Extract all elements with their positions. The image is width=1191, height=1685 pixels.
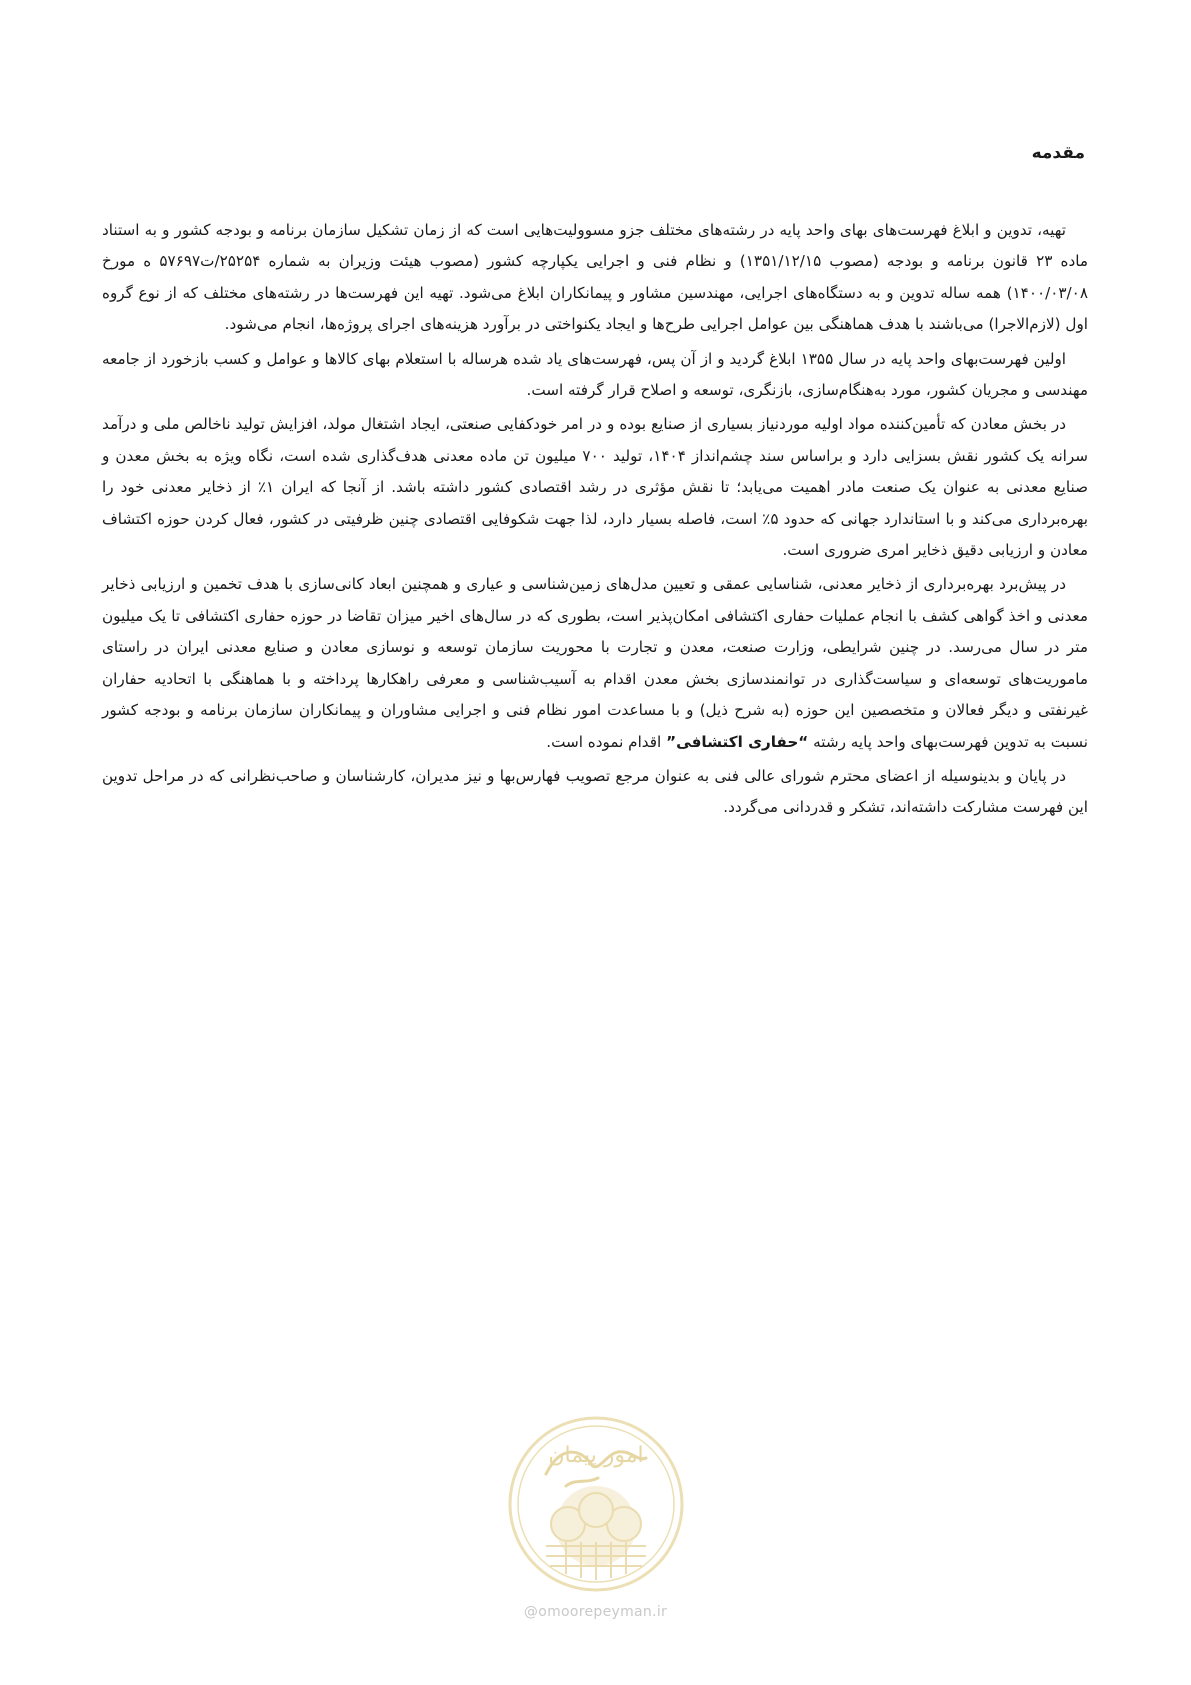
paragraph-mining-sector-text: در بخش معادن که تأمین‌کننده مواد اولیه موردنیاز بسیاری از صنایع بوده و در امر خودکفایی صنعتی، ایجاد اشتغال مولد، افزایش تولید ناخالص ملی و درآمد سرانه یک کشور نقش بسزایی دارد و براساس سند چشم‌انداز ۱۴۰۴، تولید ۷۰۰ میلیون تن ماده معدنی هدف‌گذاری شده است، نگاه ویژه به بخش معدن و صنایع معدنی به عنوان یک صنعت مادر اهمیت می‌یابد؛ تا نقش مؤثری در رشد اقتصادی کشور داشته باشد. از آنجا که ایران ۱٪ از ذخایر معدنی خود را بهره‌برداری می‌کند و با استاندارد جهانی که حدود ۵٪ است، فاصله بسیار دارد، لذا جهت شکوفایی اقتصادی چنین ظرفیتی در کشور، فعال کردن حوزه اکتشاف معادن و ارزیابی دقیق ذخایر امری ضروری است. (102, 415, 1089, 560)
document-body (102, 215, 1088, 824)
paragraph-mining-sector (102, 409, 1088, 566)
page-heading: مقدمه (1031, 143, 1085, 163)
paragraph-history (102, 344, 1088, 407)
paragraph-acknowledgement-text: در پایان و بدینوسیله از اعضای محترم شورای عالی فنی به عنوان مرجع تصویب فهارس‌بها و نیز مدیران، کارشناسان و صاحب‌نظرانی که در مراحل تدوین این فهرست مشارکت داشته‌اند، تشکر و قدردانی می‌گردد. (102, 766, 1088, 817)
paragraph-history-text: اولین فهرست‌بهای واحد پایه در سال ۱۳۵۵ ابلاغ گردید و از آن پس، فهرست‌های یاد شده هرساله با استعلام بهای کالاها و عوامل و کسب بازخورد از جامعه مهندسی و مجریان کشور، مورد به‌هنگام‌سازی، بازنگری، توسعه و اصلاح قرار گرفته است. (102, 349, 1088, 400)
paragraph-exploration (102, 569, 1088, 757)
exploratory-drilling-emphasis: “حفاری اکتشافی” (666, 732, 809, 751)
watermark-website: @omoorepeyman.ir (523, 1604, 668, 1620)
watermark-logo-icon (506, 1414, 686, 1594)
paragraph-intro-text: تهیه، تدوین و ابلاغ فهرست‌های بهای واحد پایه در رشته‌های مختلف جزو مسوولیت‌هایی است که از زمان تشکیل سازمان برنامه و بودجه کشور و به استناد ماده ۲۳ قانون برنامه و بودجه (مصوب ۱۳۵۱/۱۲/۱۵) و نظام فنی و اجرایی یکپارچه کشور (مصوب هیئت وزیران به شماره ۲۵۲۵۴/ت۵۷۶۹۷ ه مورخ ۱۴۰۰/۰۳/۰۸) همه ساله تدوین و به دستگاه‌های اجرایی، مهندسین مشاور و پیمانکاران ابلاغ می‌شود. تهیه این فهرست‌ها در رشته‌های مختلف که از نوع گروه اول (لازم‌الاجرا) می‌باشند با هدف هماهنگی بین عوامل اجرایی طرح‌ها و ایجاد یکنواختی در برآورد هزینه‌های اجرای پروژه‌ها، انجام می‌شود. (102, 221, 1089, 334)
paragraph-exploration-text: در پیش‌برد بهره‌برداری از ذخایر معدنی، شناسایی عمقی و تعیین مدل‌های زمین‌شناسی و عیاری و همچنین ابعاد کانی‌سازی با هدف تخمین و ارزیابی ذخایر معدنی و اخذ گواهی کشف با انجام عملیات حفاری اکتشافی امکان‌پذیر است، بطوری که در سال‌های اخیر میزان تقاضا در حوزه حفاری اکتشافی تا یک میلیون متر در سال می‌رسد. در چنین شرایطی، وزارت صنعت، معدن و تجارت با محوریت سازمان توسعه و نوسازی معادن و صنایع معدنی ایران در راستای ماموریت‌های توسعه‌ای و سیاست‌گذاری در توانمندسازی بخش معدن اقدام به آسیب‌شناسی و معرفی راهکارها پرداخته و با هماهنگی با اتحادیه حفاران غیرنفتی و دیگر فعالان و متخصصین این حوزه (به شرح ذیل) و با مساعدت امور نظام فنی و اجرایی مشاوران و پیمانکاران سازمان برنامه و بودجه کشور نسبت به تدوین فهرست‌بهای واحد پایه رشته (102, 575, 1088, 751)
seal-logo-graphic (506, 1414, 686, 1594)
paragraph-exploration-text-after: اقدام نموده است. (546, 732, 667, 751)
paragraph-intro (102, 215, 1088, 341)
paragraph-acknowledgement (102, 761, 1088, 824)
logo-text: امور پیمان (548, 1443, 644, 1468)
